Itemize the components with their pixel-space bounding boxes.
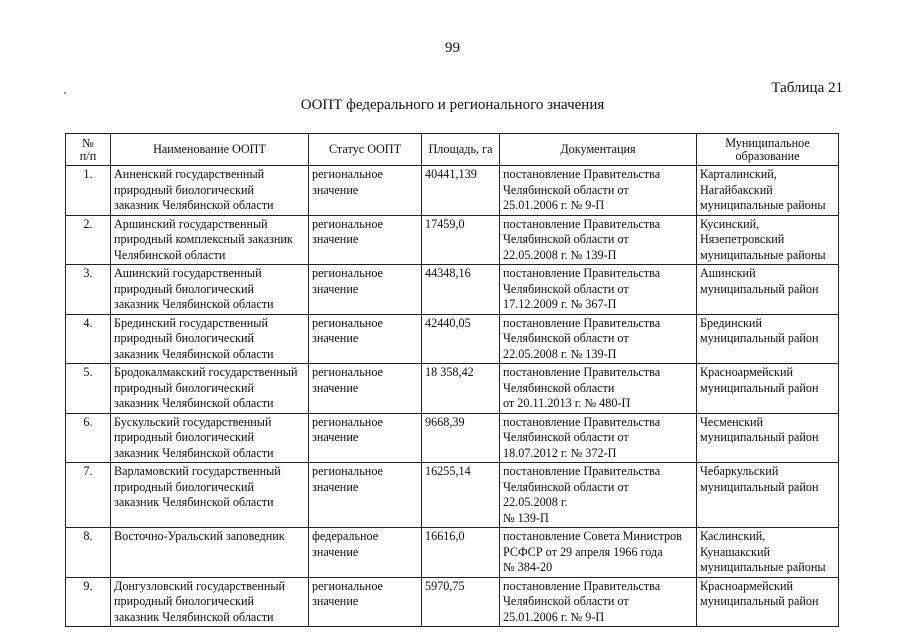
cell-docs: постановление Правительства Челябинской области от 18.07.2012 г. № 372-П bbox=[500, 413, 697, 463]
cell-status: региональное значение bbox=[309, 166, 422, 216]
cell-name: Анненский государственный природный биологический заказник Челябинской области bbox=[111, 166, 309, 216]
header-docs: Документация bbox=[500, 134, 697, 166]
cell-docs: постановление Правительства Челябинской области от 25.01.2006 г. № 9-П bbox=[500, 577, 697, 627]
table-row bbox=[66, 215, 839, 265]
table-row bbox=[66, 413, 839, 463]
cell-docs: постановление Правительства Челябинской области от 22.05.2008 г. № 139-П bbox=[500, 463, 697, 528]
cell-name: Бускульский государственный природный биологический заказник Челябинской области bbox=[111, 413, 309, 463]
table-row bbox=[66, 364, 839, 414]
cell-docs: постановление Правительства Челябинской области от 22.05.2008 г. № 139-П bbox=[500, 314, 697, 364]
cell-area: 17459,0 bbox=[422, 215, 500, 265]
cell-name: Бродокалмакский государственный природный биологический заказник Челябинской области bbox=[111, 364, 309, 414]
cell-status: федеральное значение bbox=[309, 528, 422, 578]
header-area: Площадь, га bbox=[422, 134, 500, 166]
cell-municipality: Кусинский, Нязепетровский муниципальные районы bbox=[697, 215, 839, 265]
cell-status: региональное значение bbox=[309, 314, 422, 364]
cell-status: региональное значение bbox=[309, 463, 422, 528]
cell-status: региональное значение bbox=[309, 265, 422, 315]
cell-municipality: Красноармейский муниципальный район bbox=[697, 577, 839, 627]
cell-status: региональное значение bbox=[309, 413, 422, 463]
cell-area: 42440,05 bbox=[422, 314, 500, 364]
cell-area: 40441,139 bbox=[422, 166, 500, 216]
cell-docs: постановление Правительства Челябинской области от 17.12.2009 г. № 367-П bbox=[500, 265, 697, 315]
cell-area: 16255,14 bbox=[422, 463, 500, 528]
cell-name: Брединский государственный природный биологический заказник Челябинской области bbox=[111, 314, 309, 364]
cell-municipality: Каслинский, Кунашакский муниципальные районы bbox=[697, 528, 839, 578]
cell-municipality: Ашинский муниципальный район bbox=[697, 265, 839, 315]
table-label: Таблица 21 bbox=[771, 80, 843, 96]
cell-name: Ашинский государственный природный биологический заказник Челябинской области bbox=[111, 265, 309, 315]
cell-status: региональное значение bbox=[309, 577, 422, 627]
table-header-row bbox=[66, 134, 839, 166]
cell-area: 18 358,42 bbox=[422, 364, 500, 414]
cell-name: Варламовский государственный природный биологический заказник Челябинской области bbox=[111, 463, 309, 528]
table-row bbox=[66, 528, 839, 578]
page-number: 99 bbox=[445, 40, 460, 56]
header-num: № п/п bbox=[66, 134, 111, 166]
cell-num: 1. bbox=[66, 166, 111, 216]
cell-municipality: Чебаркульский муниципальный район bbox=[697, 463, 839, 528]
scan-artifact bbox=[64, 92, 66, 94]
header-name: Наименование ООПТ bbox=[111, 134, 309, 166]
cell-status: региональное значение bbox=[309, 364, 422, 414]
cell-status: региональное значение bbox=[309, 215, 422, 265]
cell-num: 8. bbox=[66, 528, 111, 578]
table-row bbox=[66, 314, 839, 364]
header-status: Статус ООПТ bbox=[309, 134, 422, 166]
cell-num: 5. bbox=[66, 364, 111, 414]
header-municipality: Муниципальное образование bbox=[697, 134, 839, 166]
cell-num: 7. bbox=[66, 463, 111, 528]
cell-num: 4. bbox=[66, 314, 111, 364]
cell-municipality: Брединский муниципальный район bbox=[697, 314, 839, 364]
cell-docs: постановление Правительства Челябинской области от 25.01.2006 г. № 9-П bbox=[500, 166, 697, 216]
cell-num: 9. bbox=[66, 577, 111, 627]
cell-municipality: Чесменский муниципальный район bbox=[697, 413, 839, 463]
cell-docs: постановление Совета Министров РСФСР от 29 апреля 1966 года № 384-20 bbox=[500, 528, 697, 578]
cell-docs: постановление Правительства Челябинской области от 20.11.2013 г. № 480-П bbox=[500, 364, 697, 414]
cell-area: 16616,0 bbox=[422, 528, 500, 578]
cell-num: 6. bbox=[66, 413, 111, 463]
protected-areas-table bbox=[65, 133, 839, 627]
document-title: ООПТ федерального и регионального значения bbox=[300, 97, 605, 113]
cell-num: 3. bbox=[66, 265, 111, 315]
cell-name: Аршинский государственный природный комплексный заказник Челябинской области bbox=[111, 215, 309, 265]
cell-docs: постановление Правительства Челябинской области от 22.05.2008 г. № 139-П bbox=[500, 215, 697, 265]
cell-name: Восточно-Уральский заповедник bbox=[111, 528, 309, 578]
cell-area: 44348,16 bbox=[422, 265, 500, 315]
cell-name: Донгузловский государственный природный биологический заказник Челябинской области bbox=[111, 577, 309, 627]
cell-municipality: Карталинский, Нагайбакский муниципальные районы bbox=[697, 166, 839, 216]
table-row bbox=[66, 463, 839, 528]
cell-area: 5970,75 bbox=[422, 577, 500, 627]
cell-municipality: Красноармейский муниципальный район bbox=[697, 364, 839, 414]
table-row bbox=[66, 577, 839, 627]
cell-num: 2. bbox=[66, 215, 111, 265]
table-row bbox=[66, 166, 839, 216]
table-row bbox=[66, 265, 839, 315]
cell-area: 9668,39 bbox=[422, 413, 500, 463]
